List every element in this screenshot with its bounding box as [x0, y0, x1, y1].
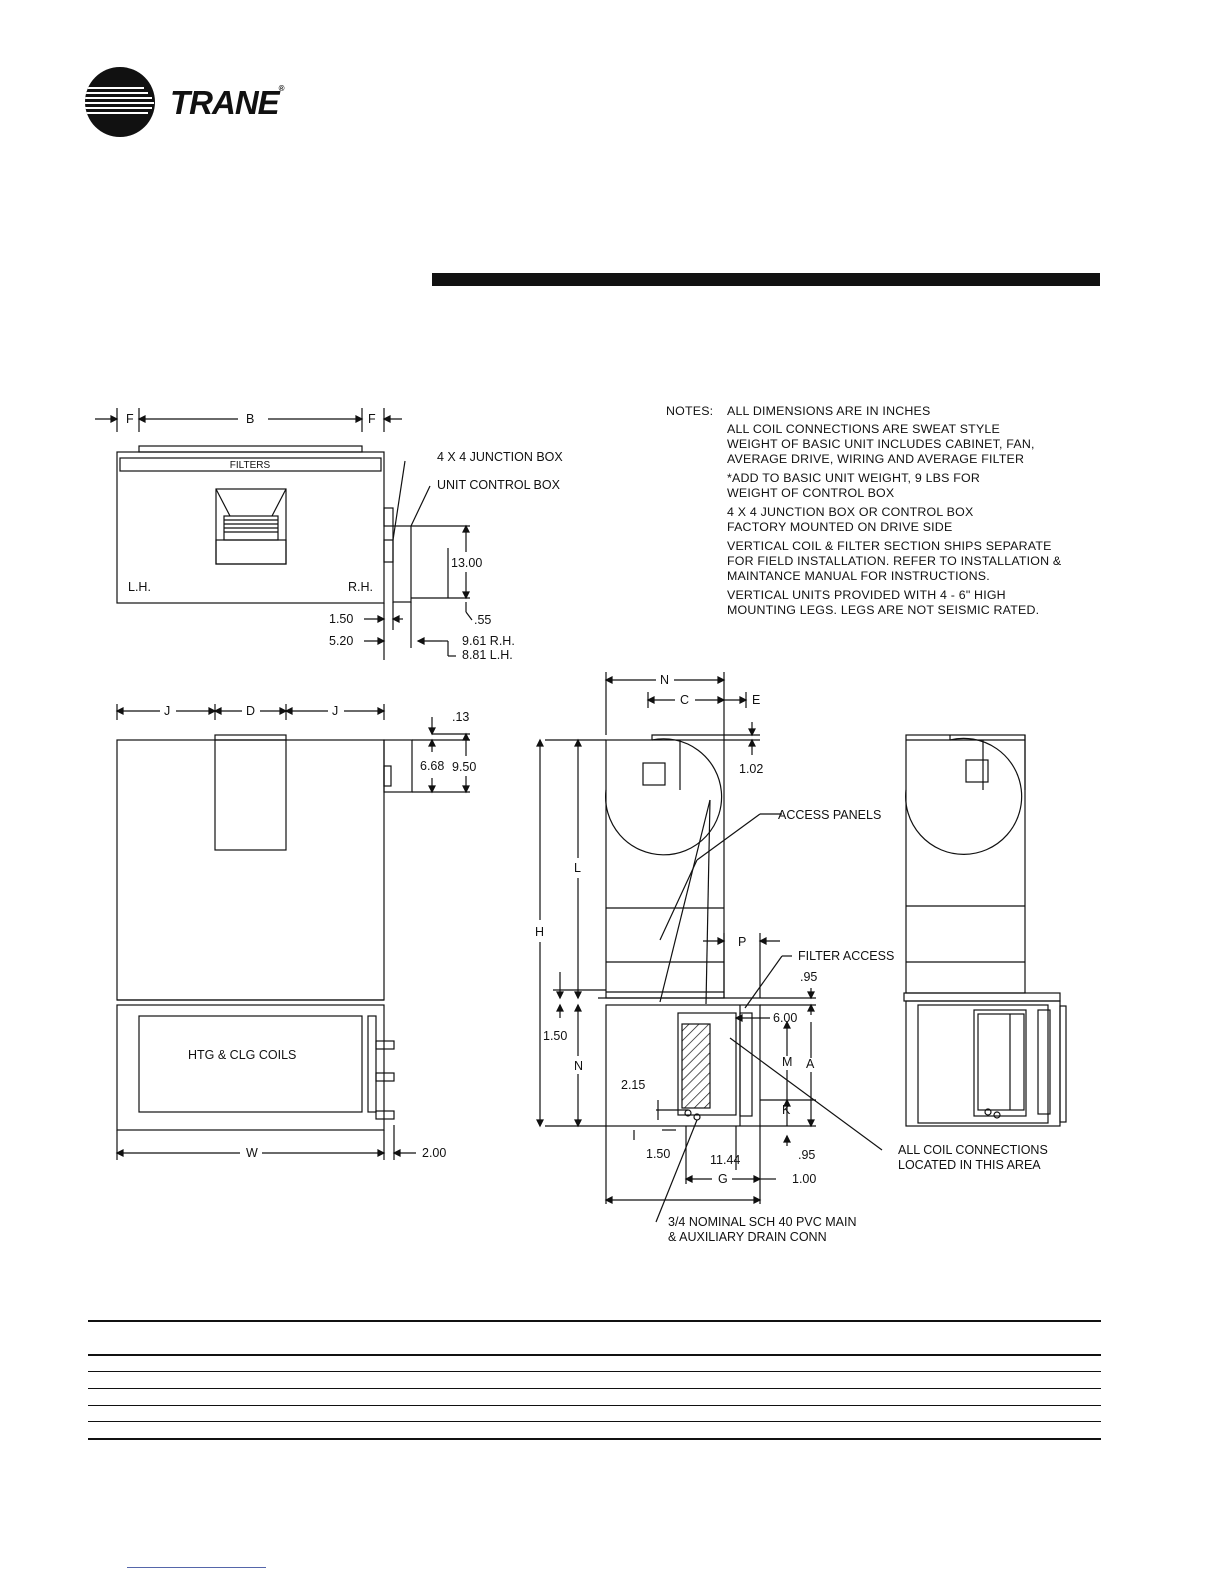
dim-6-00: 6.00 — [773, 1011, 798, 1025]
coil-connections-callout: ALL COIL CONNECTIONS LOCATED IN THIS AREA — [898, 1143, 1048, 1172]
dim-c: C — [680, 693, 690, 707]
dim-m: M — [782, 1055, 793, 1069]
dim-j-right: J — [332, 704, 339, 718]
control-box-callout: UNIT CONTROL BOX — [437, 478, 560, 492]
note-item: ALL DIMENSIONS ARE IN INCHES — [727, 404, 931, 418]
dim-a: A — [806, 1057, 815, 1071]
dim-9-50: 9.50 — [452, 760, 477, 774]
dim-k: K — [782, 1103, 791, 1117]
dim-13: .13 — [452, 710, 470, 724]
dim-55: .55 — [474, 613, 492, 627]
note-item: 4 X 4 JUNCTION BOX OR CONTROL BOX FACTORY MOUNTED ON DRIVE SIDE — [727, 505, 974, 534]
filters-label: FILTERS — [229, 460, 271, 471]
note-item: VERTICAL UNITS PROVIDED WITH 4 - 6" HIGH MOUNTING LEGS. LEGS ARE NOT SEISMIC RATED. — [727, 588, 1040, 617]
dim-8-81: 8.81 L.H. — [462, 648, 513, 662]
access-panels-callout: ACCESS PANELS — [778, 808, 882, 822]
table-rule — [88, 1438, 1101, 1440]
dim-p: P — [738, 935, 747, 949]
note-item: *ADD TO BASIC UNIT WEIGHT, 9 LBS FOR WEIGHT OF CONTROL BOX — [727, 471, 980, 500]
dim-11-44: 11.44 — [710, 1153, 741, 1167]
table-rule — [88, 1354, 1101, 1356]
dim-1-50-side: 1.50 — [543, 1029, 568, 1043]
dim-9-61: 9.61 R.H. — [462, 634, 515, 648]
dim-l: L — [574, 861, 581, 875]
dim-w: W — [246, 1146, 258, 1160]
dim-13-00: 13.00 — [451, 556, 483, 570]
junction-box-callout: 4 X 4 JUNCTION BOX — [437, 450, 563, 464]
dim-b: B — [246, 412, 255, 426]
dim-f-right: F — [368, 412, 376, 426]
side-view — [537, 672, 882, 1222]
dim-j-left: J — [164, 704, 171, 718]
dim-g: G — [718, 1172, 728, 1186]
dim-95-top: .95 — [800, 970, 818, 984]
dim-1-50-top: 1.50 — [329, 612, 354, 626]
lh-label: L.H. — [128, 580, 151, 594]
front-view — [117, 704, 470, 1160]
table-rule — [88, 1371, 1101, 1372]
dim-1-50-bottom: 1.50 — [646, 1147, 671, 1161]
dim-h: H — [535, 925, 545, 939]
dim-n-bottom: N — [574, 1059, 584, 1073]
coils-label: HTG & CLG COILS — [188, 1048, 297, 1062]
dim-5-20: 5.20 — [329, 634, 354, 648]
footer-underline — [127, 1567, 266, 1568]
notes-heading: NOTES: — [666, 404, 714, 418]
dim-95-bottom: .95 — [798, 1148, 816, 1162]
dim-e: E — [752, 693, 761, 707]
note-item: ALL COIL CONNECTIONS ARE SWEAT STYLE WEIGHT OF BASIC UNIT INCLUDES CABINET, FAN, AVERAGE DRIVE, WIRING AND AVERAGE FILTER — [727, 422, 1035, 466]
filter-access-callout: FILTER ACCESS — [798, 949, 895, 963]
note-item: VERTICAL COIL & FILTER SECTION SHIPS SEPARATE FOR FIELD INSTALLATION. REFER TO INSTALLATION & MAINTANCE MANUAL FOR INSTRUCTIONS. — [727, 539, 1062, 583]
table-rule — [88, 1320, 1101, 1322]
dim-6-68: 6.68 — [420, 759, 445, 773]
rh-label: R.H. — [348, 580, 373, 594]
drain-connection-callout: 3/4 NOMINAL SCH 40 PVC MAIN & AUXILIARY DRAIN CONN — [668, 1215, 857, 1244]
dim-f-left: F — [126, 412, 134, 426]
table-rule — [88, 1388, 1101, 1389]
top-view — [95, 408, 472, 660]
dim-2-00: 2.00 — [422, 1146, 447, 1160]
dim-2-15: 2.15 — [621, 1078, 646, 1092]
brand-name: TRANE® — [170, 84, 284, 121]
table-rule — [88, 1421, 1101, 1422]
dim-1-02: 1.02 — [739, 762, 764, 776]
dim-d: D — [246, 704, 256, 718]
table-rule — [88, 1405, 1101, 1406]
rear-view — [904, 735, 1066, 1126]
dim-n-top: N — [660, 673, 670, 687]
dim-1-00: 1.00 — [792, 1172, 817, 1186]
